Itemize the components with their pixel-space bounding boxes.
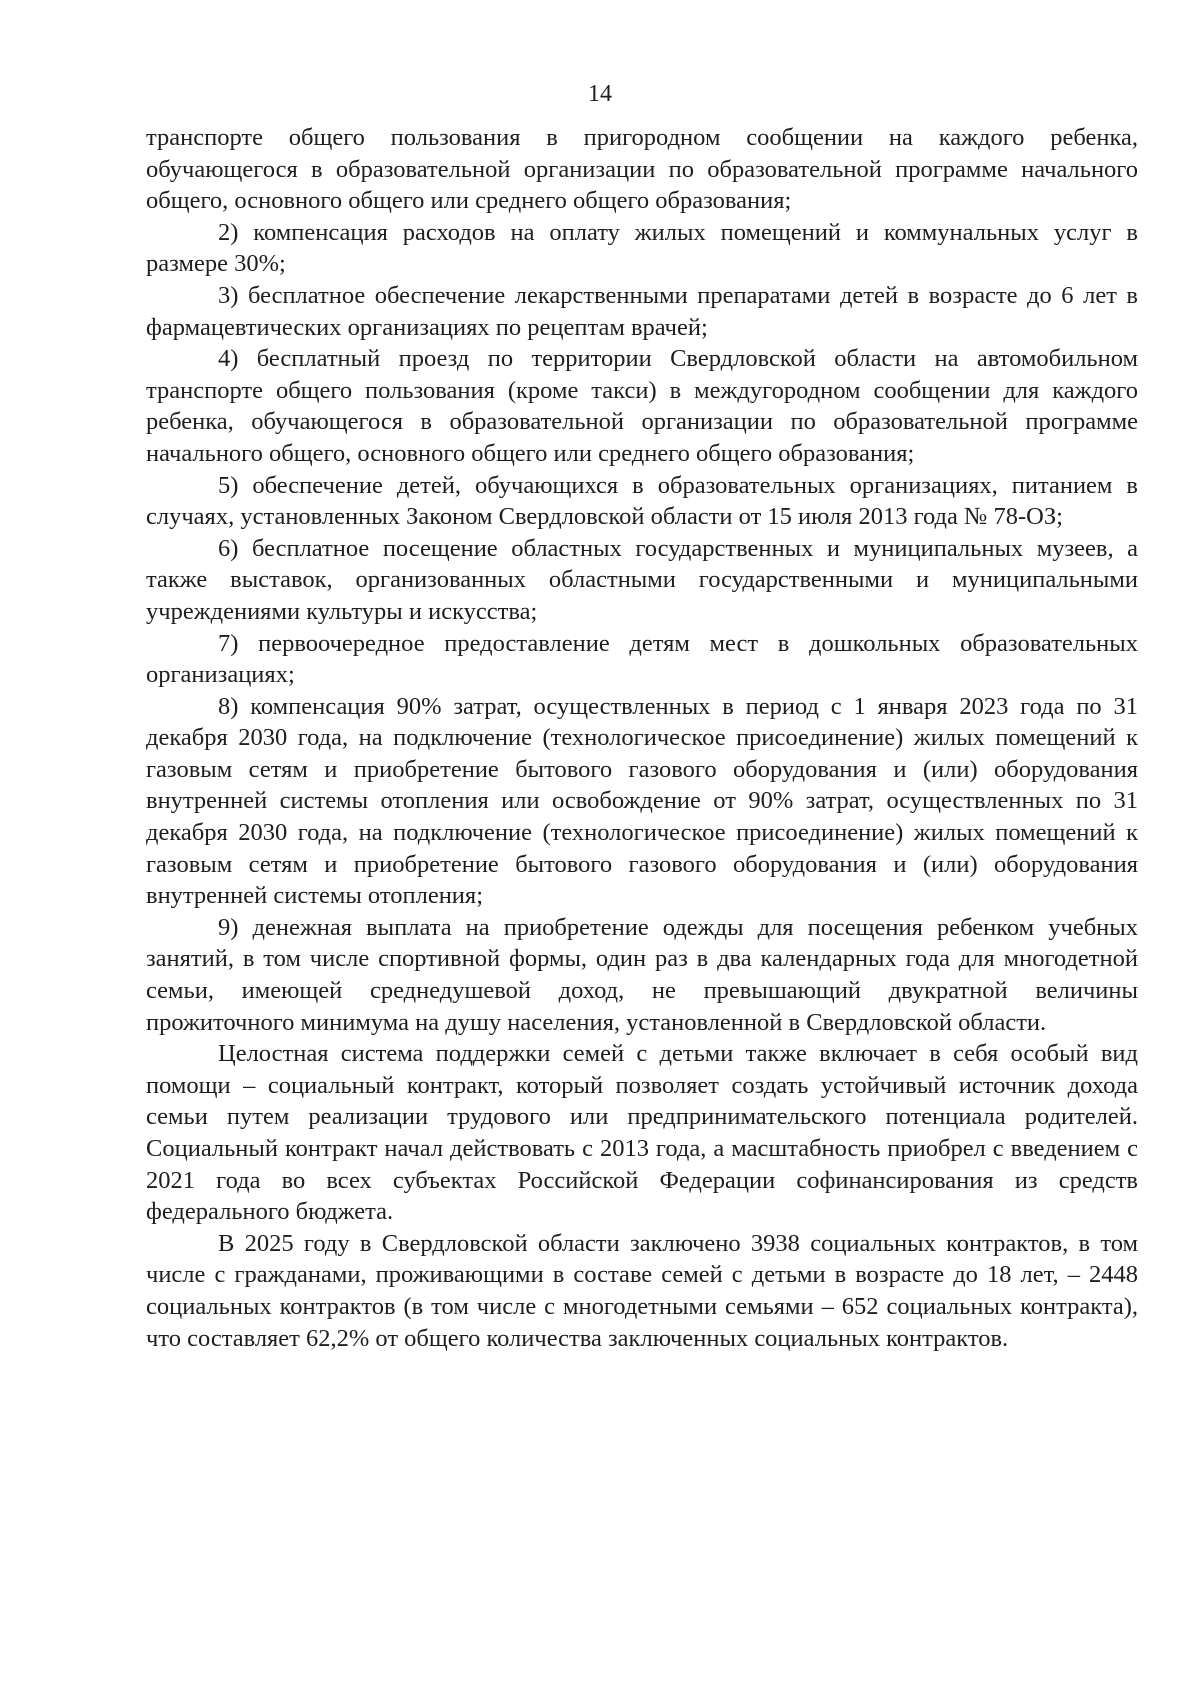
document-body (146, 122, 1138, 1354)
list-item-5: 5) обеспечение детей, обучающихся в образовательных организациях, питанием в случаях, установленных Законом Свердловской области от 15 июля 2013 года № 78-ОЗ; (146, 471, 1138, 531)
list-item-4: 4) бесплатный проезд по территории Свердловской области на автомобильном транспорте общего пользования (кроме такси) в междугородном сообщении для каждого ребенка, обучающегося в образовательной организации по образовательной программе начального общего, основного общего или среднего общего образования; (146, 345, 1138, 467)
paragraph-social-contract: Целостная система поддержки семей с детьми также включает в себя особый вид помощи – социальный контракт, который позволяет создать устойчивый источник дохода семьи путем реализации трудового или предпринимательского потенциала родителей. Социальный контракт начал действовать с 2013 года, а масштабность приобрел с введением с 2021 года во всех субъектах Российской Федерации софинансирования из средств федерального бюджета. (146, 1040, 1138, 1226)
paragraph-statistics-2025: В 2025 году в Свердловской области заключено 3938 социальных контрактов, в том числе с гражданами, проживающими в составе семей с детьми в возрасте до 18 лет, – 2448 социальных контрактов (в том числе с многодетными семьями – 652 социальных контракта), что составляет 62,2% от общего количества заключенных социальных контрактов. (146, 1229, 1138, 1352)
list-item-9: 9) денежная выплата на приобретение одежды для посещения ребенком учебных занятий, в том числе спортивной формы, один раз в два календарных года для многодетной семьи, имеющей среднедушевой доход, не превышающий двукратной величины прожиточного минимума на душу населения, установленной в Свердловской области. (146, 913, 1138, 1036)
page-number: 14 (588, 81, 612, 107)
list-item-3: 3) бесплатное обеспечение лекарственными препаратами детей в возрасте до 6 лет в фармацевтических организациях по рецептам врачей; (146, 281, 1138, 341)
paragraph-continuation: транспорте общего пользования в пригородном сообщении на каждого ребенка, обучающегося в образовательной организации по образовательной программе начального общего, основного общего или среднего общего образования; (146, 124, 1138, 215)
list-item-7: 7) первоочередное предоставление детям мест в дошкольных образовательных организациях; (146, 629, 1138, 689)
list-item-8: 8) компенсация 90% затрат, осуществленных в период с 1 января 2023 года по 31 декабря 2030 года, на подключение (технологическое присоединение) жилых помещений к газовым сетям и приобретение бытового газового оборудования и (или) оборудования внутренней системы отопления или освобождение от 90% затрат, осуществленных по 31 декабря 2030 года, на подключение (технологическое присоединение) жилых помещений к газовым сетям и приобретение бытового газового оборудования и (или) оборудования внутренней системы отопления; (146, 692, 1138, 910)
list-item-6: 6) бесплатное посещение областных государственных и муниципальных музеев, а также выставок, организованных областными государственными и муниципальными учреждениями культуры и искусства; (146, 534, 1138, 625)
list-item-2: 2) компенсация расходов на оплату жилых помещений и коммунальных услуг в размере 30%; (146, 218, 1138, 278)
